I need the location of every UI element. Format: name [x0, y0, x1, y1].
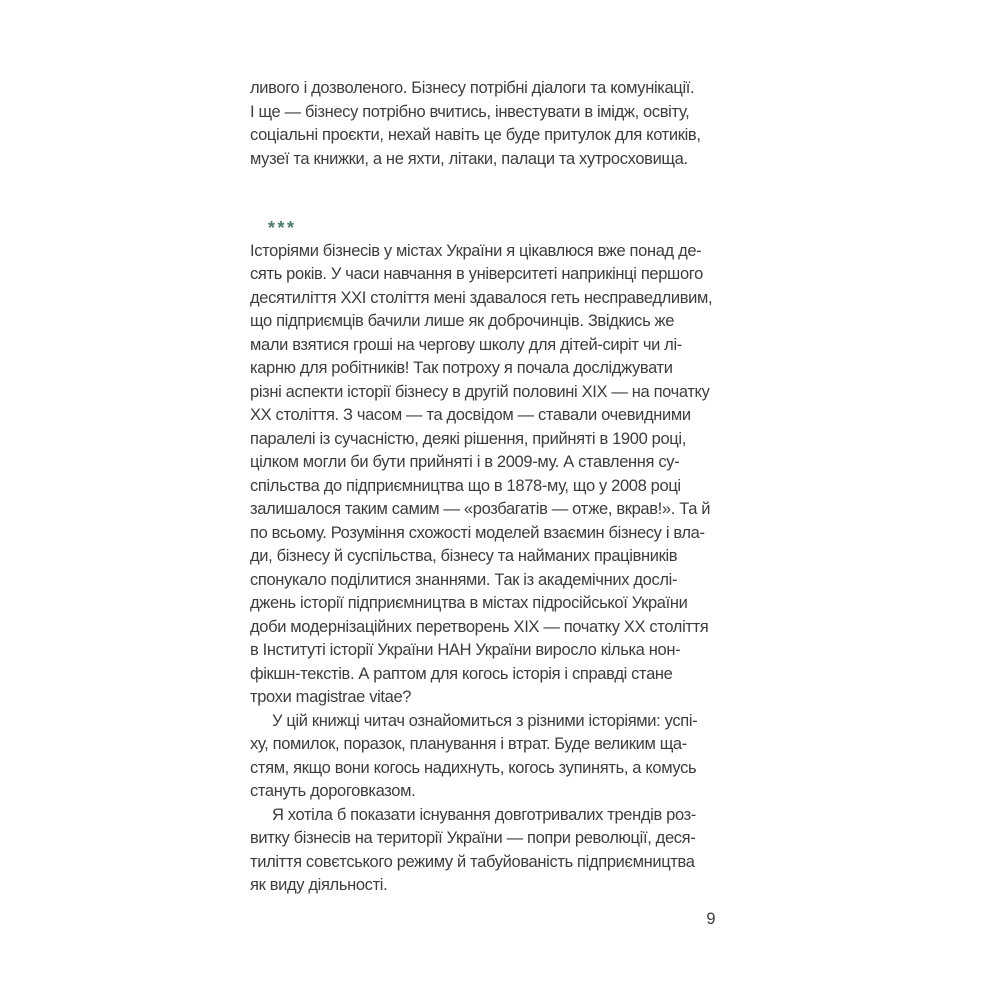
text-line: стям, якщо вони когось надихнуть, когось зупинять, а комусь	[250, 758, 697, 777]
paragraph	[250, 77, 774, 171]
text-line: фікшн-текстів. А раптом для когось історія і справді стане	[250, 664, 673, 683]
text-line: різні аспекти історії бізнесу в другій половині XIX — на початку	[250, 382, 710, 401]
paragraph	[250, 710, 774, 804]
text-line: по всьому. Розуміння схожості моделей взаємин бізнесу і вла-	[250, 523, 705, 542]
text-line: джень історії підприємництва в містах підросійської України	[250, 594, 688, 612]
text-line: залишалося таким самим — «розбагатів — отже, вкрав!». Та й	[250, 500, 711, 518]
page-number: 9	[706, 910, 716, 928]
text-line: доби модернізаційних перетворень XIX — початку XX століття	[250, 617, 709, 636]
text-line: музеї та книжки, а не яхти, літаки, палаци та хутросховища.	[250, 149, 688, 168]
text-line: карню для робітників! Так потроху я почала досліджувати	[250, 359, 673, 377]
text-line: У цій книжці читач ознайомиться з різними історіями: успі-	[272, 711, 698, 730]
text-line: Я хотіла б показати існування довготривалих трендів роз-	[272, 805, 696, 824]
text-line: ливого і дозволеного. Бізнесу потрібні діалоги та комунікації.	[250, 79, 695, 97]
text-line: паралелі із сучасністю, деякі рішення, прийняті в 1900 році,	[250, 429, 686, 448]
text-line: в Інституті історії України НАН України виросло кілька нон-	[250, 641, 681, 659]
text-line: XX століття. З часом — та досвідом — ставали очевидними	[250, 406, 691, 424]
text-line: спільства до підприємництва що в 1878-му, що у 2008 році	[250, 476, 681, 495]
text-line: мали взятися гроші на чергову школу для дітей-сиріт чи лі-	[250, 335, 682, 354]
text-line: витку бізнесів на території України — попри революції, деся-	[250, 829, 696, 847]
section-separator: ***	[268, 218, 297, 238]
text-line: що підприємців бачили лише як доброчинців. Звідкись же	[250, 312, 675, 330]
paragraph	[250, 804, 774, 898]
text-line: Історіями бізнесів у містах України я цікавлюся вже понад де-	[250, 241, 702, 260]
text-line: ди, бізнесу й суспільства, бізнесу та найманих працівників	[250, 547, 678, 565]
text-line: І ще — бізнесу потрібно вчитись, інвестувати в імідж, освіту,	[250, 102, 690, 121]
text-block	[250, 77, 774, 898]
text-line: соціальні проєкти, нехай навіть це буде притулок для котиків,	[250, 126, 701, 144]
text-line: тиліття совєтського режиму й табуйованість підприємництва	[250, 852, 695, 871]
paragraph	[250, 240, 774, 710]
text-line: сять років. У часи навчання в університеті наприкінці першого	[250, 265, 703, 283]
text-line: ху, помилок, поразок, планування і втрат. Буде великим ща-	[250, 735, 687, 753]
text-line: стануть дороговказом.	[250, 782, 416, 800]
text-line: як виду діяльності.	[250, 876, 388, 894]
text-line: десятиліття XXI століття мені здавалося геть несправедливим,	[250, 288, 713, 307]
text-line: цілком могли би бути прийняті і в 2009-му. А ставлення су-	[250, 453, 680, 471]
text-line: трохи magistrae vitae?	[250, 688, 412, 706]
text-line: спонукало поділитися знаннями. Так із академічних дослі-	[250, 570, 678, 589]
